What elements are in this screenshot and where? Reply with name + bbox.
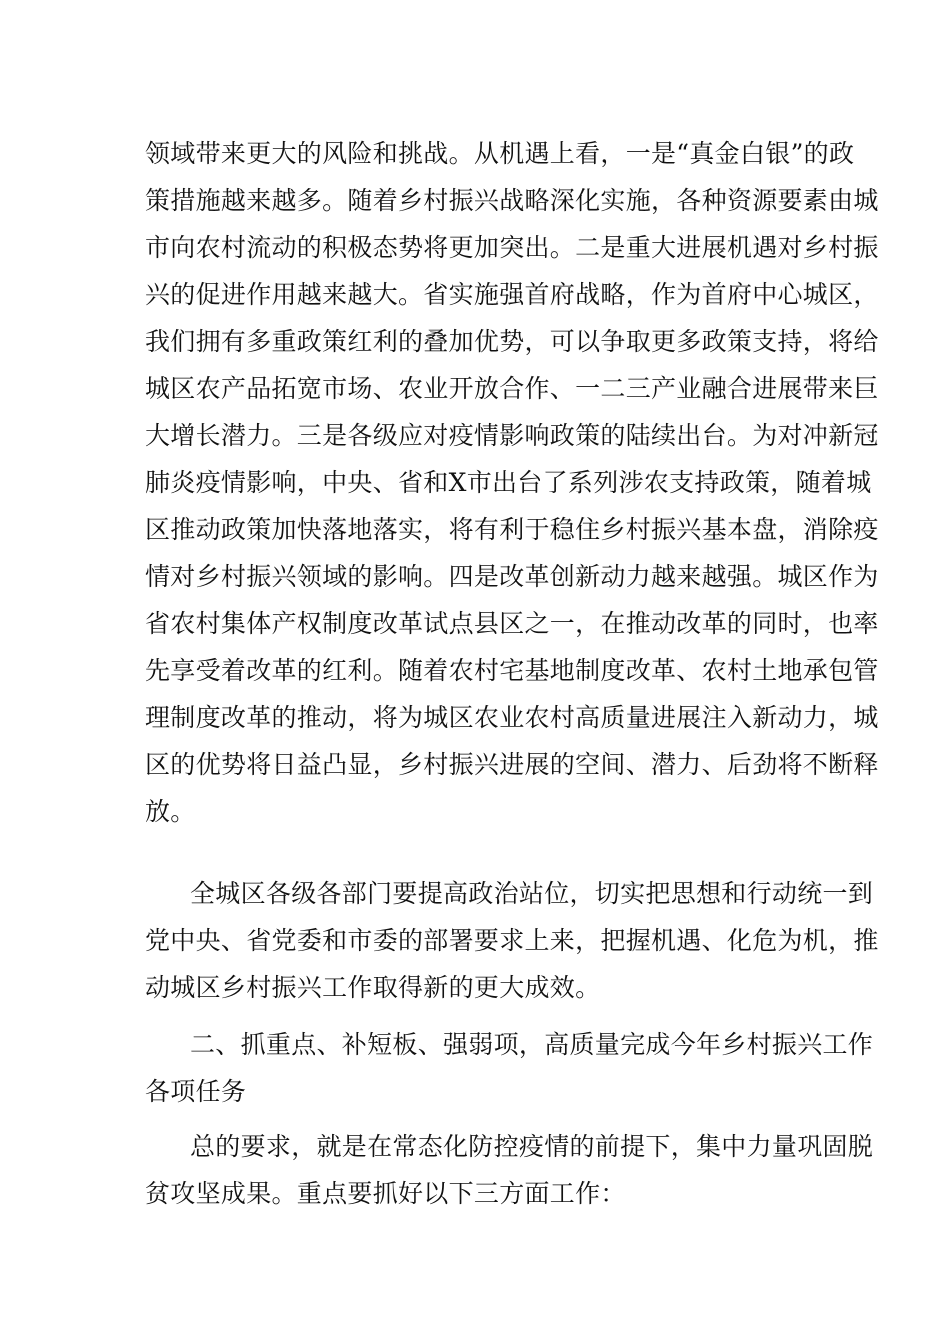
- text-line: 我们拥有多重政策红利的叠加优势，可以争取更多政策支持，将给: [145, 327, 879, 356]
- text-line: 领域带来更大的风险和挑战。从机遇上看，一是“真金白银”的政: [145, 139, 855, 168]
- text-line: 贫攻坚成果。重点要抓好以下三方面工作：: [145, 1179, 626, 1208]
- section-heading-continuation: 各项任务: [145, 1077, 247, 1106]
- text-line: 情对乡村振兴领域的影响。四是改革创新动力越来越强。城区作为: [145, 562, 879, 591]
- paragraph-first-line: 全城区各级各部门要提高政治站位，切实把思想和行动统一到: [190, 879, 874, 908]
- text-line: 城区农产品拓宽市场、农业开放合作、一二三产业融合进展带来巨: [145, 374, 879, 403]
- text-line: 动城区乡村振兴工作取得新的更大成效。: [145, 973, 601, 1002]
- text-line: 区的优势将日益凸显，乡村振兴进展的空间、潜力、后劲将不断释: [145, 750, 879, 779]
- text-line: 党中央、省党委和市委的部署要求上来，把握机遇、化危为机，推: [145, 926, 879, 955]
- text-line: 放。: [145, 797, 196, 826]
- text-line: 兴的促进作用越来越大。省实施强首府战略，作为首府中心城区，: [145, 280, 879, 309]
- text-line: 先享受着改革的红利。随着农村宅基地制度改革、农村土地承包管: [145, 656, 879, 685]
- text-line: 省农村集体产权制度改革试点县区之一，在推动改革的同时，也率: [145, 609, 879, 638]
- text-line: 区推动政策加快落地落实，将有利于稳住乡村振兴基本盘，消除疫: [145, 515, 879, 544]
- text-line: 肺炎疫情影响，中央、省和X市出台了系列涉农支持政策，随着城: [145, 468, 872, 497]
- text-line: 市向农村流动的积极态势将更加突出。二是重大进展机遇对乡村振: [145, 233, 879, 262]
- text-line: 大增长潜力。三是各级应对疫情影响政策的陆续出台。为对冲新冠: [145, 421, 879, 450]
- text-line: 策措施越来越多。随着乡村振兴战略深化实施，各种资源要素由城: [145, 186, 879, 215]
- text-line: 理制度改革的推动，将为城区农业农村高质量进展注入新动力，城: [145, 703, 879, 732]
- paragraph-first-line: 总的要求，就是在常态化防控疫情的前提下，集中力量巩固脱: [190, 1132, 874, 1161]
- section-heading: 二、抓重点、补短板、强弱项，高质量完成今年乡村振兴工作: [190, 1030, 874, 1059]
